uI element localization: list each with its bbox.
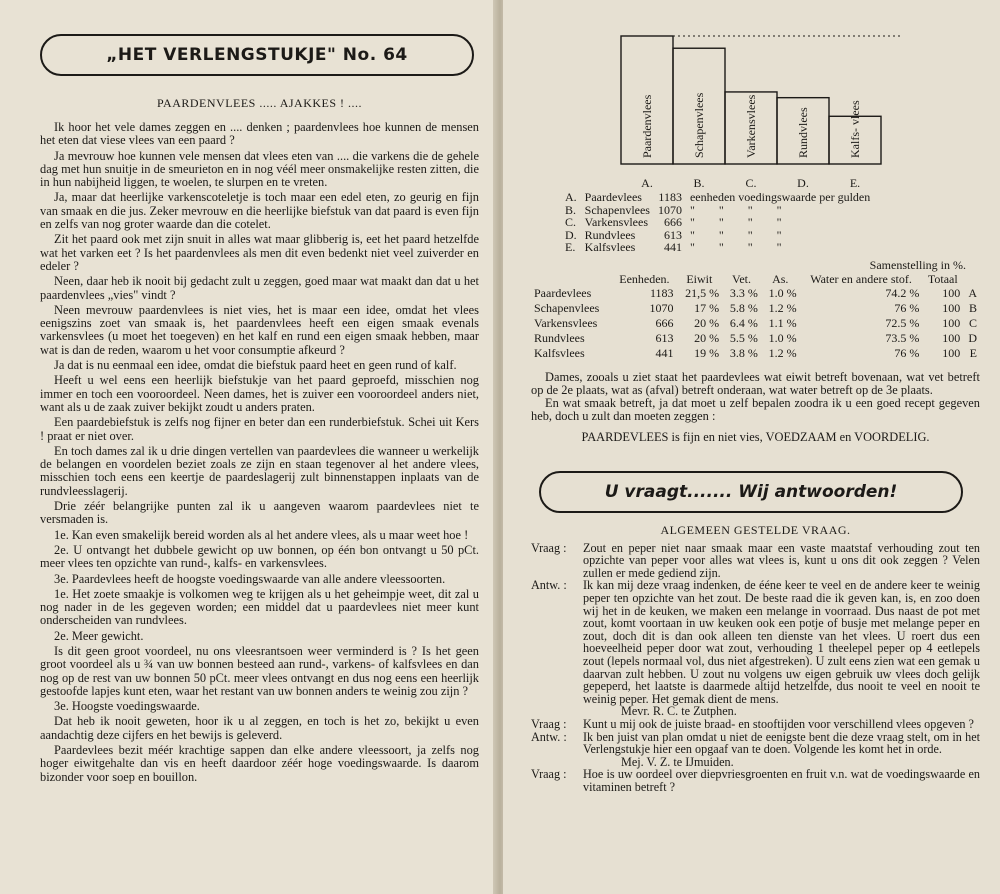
paragraph: Ja, maar dat heerlijke varkenscoteletje is toch maar een edel eten, zo geurig en fijn van smaak en die jus. Zeker mevrouw en die heerlijke biefstuk van dat paard is even fijn en zelfs van nog groter waarde dan die cotelet. [40, 190, 479, 232]
comp-cell: 72.5 % [885, 315, 920, 330]
comp-cell: A [968, 285, 977, 300]
comp-cell: 1070 [649, 300, 674, 315]
paragraph: 3e. Hoogste voedingswaarde. [54, 699, 200, 714]
comp-cell: Paardevlees [534, 285, 592, 300]
qa-banner: U vraagt....... Wij antwoorden! [539, 471, 963, 513]
comp-cell: 17 % [694, 300, 720, 315]
qa-text: Ik kan mij deze vraag indenken, de ééne keer te veel en de andere keer te weinig peper ten opzichte van het zout. De beste raad die ik geven kan, is, en zoo doen wij het in de keuken, we maken een melange in voorraad. Dus naast de pot met zout, komt voortaan in uw keuken ook een potje of busje met melange peper en zout, doch dit is dan ook alleen ten dienste van het vlees. U roert dus een hoeveelheid peper door wat zout, verhouding 1 theelepel peper op 4 eetlepels zout (lepels normaal vol, dus niet afgestreken). U zult eens zien wat een gemak u daarvan zult hebben. U zout nu volgens uw eigen gebruik uw vlees doch gelijk gepeperd, het laatste is daarmede altijd hetzelfde, dus nooit te veel en nooit te weinig peper. Het gemak dient de mens. [583, 578, 980, 706]
chart-letter: B. [693, 176, 705, 190]
qa-label: Vraag : [531, 717, 567, 731]
chart-letters [621, 176, 980, 191]
article-body [40, 121, 479, 784]
comp-cell: 1.2 % [768, 300, 797, 315]
units-name: Kalfsvlees [584, 240, 636, 254]
qa-label: Antw. : [531, 578, 567, 593]
bar-label: Kalfs- vlees [848, 100, 862, 158]
qa-item [531, 542, 980, 580]
comp-row [531, 346, 980, 361]
comp-cell: 1.0 % [768, 330, 797, 345]
bar-chart-svg [601, 34, 901, 174]
units-table [561, 191, 874, 254]
paragraph: 2e. Meer gewicht. [54, 628, 144, 643]
paragraph: 1e. Kan even smakelijk bereid worden als al het andere vlees, als u maar weet hoe ! [54, 527, 469, 542]
units-text: " " " " [689, 202, 782, 217]
comp-cell: 1.0 % [768, 285, 797, 300]
units-name: Varkensvlees [584, 215, 648, 229]
units-value: 1183 [658, 190, 682, 204]
qa-text: Ik ben juist van plan omdat u niet de eenigste bent die deze vraag stelt, om in het Verlengstukje hier een opgaaf van te doen. Volgende les komt het in orde. [583, 729, 980, 757]
comp-cell: 76 % [894, 345, 920, 360]
paragraph: Drie zéér belangrijke punten zal ik u aangeven waarom paardevlees niet te versmaden is. [40, 499, 479, 527]
comp-cell: 441 [655, 345, 674, 360]
chart-letter: C. [745, 176, 757, 190]
comp-cell: D [968, 330, 977, 345]
paragraph: En wat smaak betreft, ja dat moet u zelf bepalen zoodra ik u een goed recept gegeven heb, doch u zult dan moeten zeggen : [531, 396, 980, 424]
bar-label: Varkensvlees [744, 94, 758, 158]
bar-label: Paardenvlees [640, 94, 654, 158]
units-text: " " " " [689, 240, 782, 254]
comp-row [531, 331, 980, 346]
qa-item [531, 718, 980, 731]
comp-cell: 76 % [894, 300, 920, 315]
comp-cell: 3.3 % [729, 285, 758, 300]
comp-header [531, 273, 612, 286]
units-letter: D. [565, 227, 577, 242]
left-page [0, 0, 497, 894]
units-name: Paardevlees [584, 190, 642, 204]
units-letter: A. [565, 190, 577, 204]
comp-header: Vet. [732, 271, 751, 286]
article-heading: PAARDENVLEES ..... AJAKKES ! .... [156, 96, 363, 110]
paragraph: Zit het paard ook met zijn snuit in alles wat maar glibberig is, eet het paard hetzelfde wat het varken eet ? Is het paardenvlees als men dit even bedenkt niet veel zuiverder en edeler ? [40, 232, 479, 273]
comp-cell: 100 [942, 315, 961, 330]
qa-heading: ALGEMEEN GESTELDE VRAAG. [660, 522, 851, 537]
bar-label: Rundvlees [796, 107, 810, 158]
units-value: 613 [663, 227, 682, 242]
bar-chart [601, 6, 901, 176]
comp-cell: B [968, 300, 977, 315]
units-letter: E. [565, 240, 576, 254]
paragraph: Dat heb ik nooit geweten, hoor ik u al zeggen, en toch is het zo, bekijkt u even aandachtig deze cijfers en het bewijs is geleverd. [40, 714, 479, 742]
comp-cell: 613 [655, 330, 674, 345]
units-letter: B. [565, 202, 577, 217]
chart-letter: E. [849, 176, 861, 190]
bar-label: Schapenvlees [692, 92, 706, 158]
units-value: 1070 [657, 202, 682, 217]
comp-cell: Rundvlees [534, 330, 585, 345]
paragraph: Dames, zooals u ziet staat het paardevlees wat eiwit betreft bovenaan, wat vet betreft op de 2e plaats, wat as (afval) betreft onderaan, wat water betreft op de 3e plaats. [531, 369, 980, 397]
paragraph: Paardevlees bezit méér krachtige sappen dan elke andere vleessoort, ja zelfs nog hoger eiwitgehalte dan vis en heeft daardoor zéér hoge voedingswaarde. Is daarom bizonder voor soep en bouillon. [40, 743, 479, 784]
comp-header: As. [772, 271, 789, 286]
paragraph: Neen, daar heb ik nooit bij gedacht zult u zeggen, goed maar wat maakt dan dat u het paardenvlees „vies" vindt ? [40, 274, 479, 302]
comp-cell: 3.8 % [729, 345, 758, 360]
comp-cell: 19 % [694, 345, 720, 360]
qa-label: Vraag : [531, 767, 567, 782]
comp-cell: 100 [942, 345, 961, 360]
comp-cell: 100 [942, 300, 961, 315]
qa-text: Hoe is uw oordeel over diepvriesgroenten en fruit v.n. wat de voedingswaarde en vitaminen betreft ? [583, 767, 980, 794]
qa-label: Antw. : [531, 729, 567, 744]
qa-list [531, 542, 980, 794]
comp-cell: Varkensvlees [534, 315, 598, 330]
comp-row [531, 316, 980, 331]
comp-cell: 5.8 % [729, 300, 758, 315]
comp-cell: 6.4 % [729, 315, 758, 330]
paragraph: Is dit geen groot voordeel, nu ons vleesrantsoen weer verminderd is ? Is het geen groot voordeel als u ¾ van uw bonnen besteed aan rund-, varkens- of kalfsvlees en dan nog op de rest van uw bonnen 50 pCt. meer vlees ontvangt en dus nog eens een heerlijk gestoofde lapjes kunt eten, waar het restant van uw bonnen anders te weinig zou zijn ? [40, 643, 479, 698]
conclusion-text [531, 371, 980, 424]
comp-cell: 1.1 % [768, 315, 797, 330]
comp-cell: 1.2 % [768, 345, 797, 360]
comp-header: Eiwit [686, 271, 713, 286]
comp-cell: 20 % [694, 330, 720, 345]
paragraph: 2e. U ontvangt het dubbele gewicht op uw bonnen, op één bon ontvangt u 50 pCt. meer vlees ten opzichte van rund-, kalfs- en varkensvlees. [40, 542, 479, 571]
chart-letter: D. [797, 176, 809, 190]
paragraph: En toch dames zal ik u drie dingen vertellen van paardevlees die wanneer u werkelijk de belangen en voordelen beziet zoals ze zijn en staan tegenover al het andere vlees, misschien toch eens een keertje de paardeslagerij zult binnenstappen inplaats van de rundvleesslagerij. [40, 443, 479, 498]
comp-cell: 100 [942, 330, 961, 345]
units-text: " " " " [689, 215, 782, 229]
paragraph: Heeft u wel eens een heerlijk biefstukje van het paard geproefd, misschien nog immer en toch een vooroordeel. Neen dames, het is zuiver een vooroordeel anders niet, want als u de zaak zuiver bekijkt zoudt u anders praten. [40, 373, 479, 414]
comp-cell: 21,5 % [685, 285, 720, 300]
composition-table [531, 273, 980, 361]
comp-header: Eenheden. [619, 271, 670, 286]
comp-cell: C [968, 315, 977, 330]
comp-row [531, 301, 980, 316]
paragraph: Ik hoor het vele dames zeggen en .... denken ; paardenvlees hoe kunnen de mensen het eten dat viese vlees van een paard ? [40, 120, 479, 148]
comp-cell: 1183 [649, 285, 674, 300]
units-name: Rundvlees [584, 227, 636, 242]
units-name: Schapenvlees [584, 202, 650, 217]
qa-label: Vraag : [531, 540, 567, 555]
chart-letter: A. [641, 176, 653, 190]
units-row [561, 216, 874, 229]
comp-cell: 5.5 % [729, 330, 758, 345]
comp-cell: 666 [655, 315, 674, 330]
comp-cell: 73.5 % [885, 330, 920, 345]
paragraph: Ja mevrouw hoe kunnen vele mensen dat vlees eten van .... die varkens die de gehele dag met hun snuitje in de smeurieton en in nog véél meer onsmakelijke resten zitten, die in hun nabijheid liggen, te woelen, te slurpen en te vreten. [40, 148, 479, 190]
comp-row [531, 286, 980, 301]
comp-header: Totaal [927, 271, 958, 286]
comp-cell: 74.2 % [885, 285, 920, 300]
qa-signature: Mevr. R. C. te Zutphen. [621, 704, 737, 719]
comp-cell: Schapenvlees [534, 300, 600, 315]
qa-item [531, 579, 980, 705]
paragraph: Neen mevrouw paardenvlees is niet vies, het is maar een idee, omdat het vlees eenigszins zoet van smaak is, het paardenvlees heeft een eigen smaak evenals varkensvlees (u moet het toegeven) en het kalf en rund een eigen smaak hebben, maar wat is dan de reden, waarom u het voor consumptie afkeurd ? [40, 302, 479, 357]
comp-cell: 100 [942, 285, 961, 300]
right-page [503, 0, 1000, 894]
paragraph: 1e. Het zoete smaakje is volkomen weg te krijgen als u het geheimpje weet, dit zal u nog nader in de les gegeven worden; een middel dat u paardevlees niet meer kunt onderscheiden van rundvlees. [40, 586, 479, 628]
slogan: PAARDEVLEES is fijn en niet vies, VOEDZAAM en VOORDELIG. [581, 429, 930, 444]
comp-header: Water en andere stof. [810, 271, 912, 286]
qa-item [531, 731, 980, 756]
qa-signature: Mej. V. Z. te IJmuiden. [621, 754, 734, 769]
qa-text: Kunt u mij ook de juiste braad- en stooftijden voor verschillend vlees opgeven ? [583, 717, 974, 731]
paragraph: 3e. Paardevlees heeft de hoogste voedingswaarde van alle andere vleessoorten. [54, 571, 446, 586]
comp-header [963, 273, 980, 286]
units-row [561, 191, 874, 204]
units-row [561, 241, 874, 254]
paragraph: Ja dat is nu eenmaal een idee, omdat die biefstuk paard heet en geen rund of kalf. [54, 358, 457, 373]
units-text: eenheden voedingswaarde per gulden [689, 190, 871, 204]
comp-cell: E [969, 345, 977, 360]
comp-header-row [531, 273, 980, 286]
comp-cell: Kalfsvlees [534, 345, 585, 360]
units-value: 441 [663, 240, 682, 254]
paragraph: Een paardebiefstuk is zelfs nog fijner en beter dan een runderbiefstuk. Schei uit Kers ! praat er niet over. [40, 415, 479, 443]
samenstelling-label: Samenstelling in %. [869, 257, 966, 272]
units-value: 666 [663, 215, 682, 229]
qa-text: Zout en peper niet naar smaak maar een vaste maatstaf verhouding zout ten opzichte van peper voor alles wat vlees is, kunt u ons dit ook zeggen ? Velen zullen er mede gediend zijn. [583, 540, 980, 580]
units-letter: C. [565, 215, 577, 229]
series-banner: „HET VERLENGSTUKJE" No. 64 [40, 34, 474, 76]
units-text: " " " " [689, 227, 782, 242]
qa-item [531, 768, 980, 793]
comp-cell: 20 % [694, 315, 720, 330]
